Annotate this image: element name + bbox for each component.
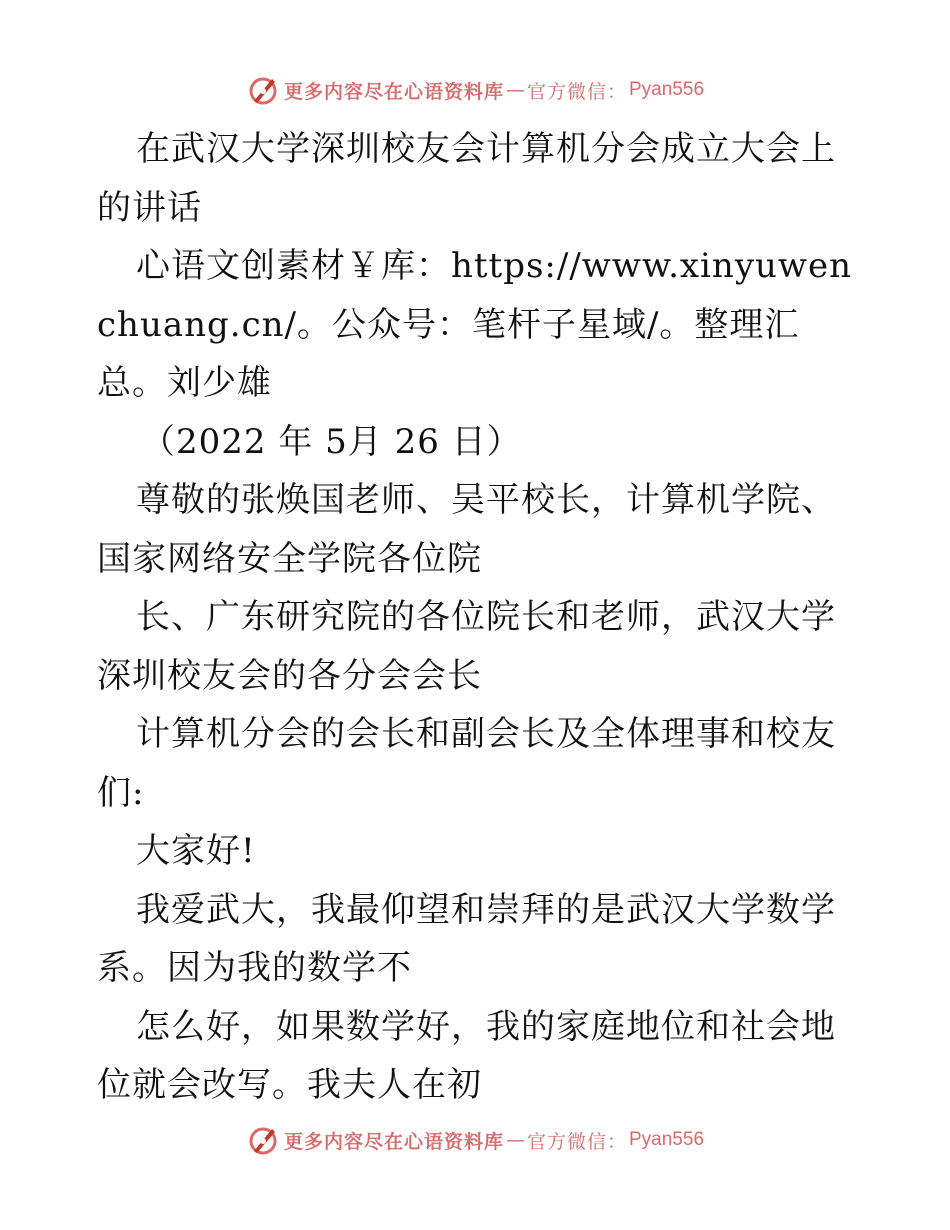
header-watermark-banner — [0, 70, 950, 110]
watermark-wechat-id: Pyan556 — [629, 79, 705, 100]
watermark-wechat-label: 官方微信： — [526, 80, 627, 103]
paragraph: 大家好! — [136, 831, 256, 871]
document-source-line: 心语文创素材￥库：https://www.xinyuwenchuang.cn/。公众号：笔杆子星域/。整理汇总。刘少雄 — [97, 246, 853, 403]
watermark-promo-text: 更多内容尽在心语资料库 — [283, 1130, 504, 1153]
watermark-promo-text: 更多内容尽在心语资料库 — [283, 80, 504, 103]
paragraph: 怎么好，如果数学好，我的家庭地位和社会地位就会改写。我夫人在初 — [97, 1006, 836, 1105]
paragraph: 尊敬的张焕国老师、吴平校长，计算机学院、国家网络安全学院各位院 — [97, 480, 836, 579]
document-body — [97, 120, 857, 1115]
watermark-wechat-label: 官方微信： — [526, 1130, 627, 1153]
document-title: 在武汉大学深圳校友会计算机分会成立大会上的讲话 — [97, 129, 836, 228]
paragraph: 计算机分会的会长和副会长及全体理事和校友们: — [97, 714, 836, 813]
quill-pen-circle-icon — [246, 73, 280, 107]
footer-watermark-banner — [0, 1120, 950, 1160]
paragraph: 长、广东研究院的各位院长和老师，武汉大学深圳校友会的各分会会长 — [97, 597, 836, 696]
watermark-dash: — — [505, 1129, 525, 1151]
watermark-dash: — — [505, 79, 525, 101]
paragraph: 我爱武大，我最仰望和崇拜的是武汉大学数学系。因为我的数学不 — [97, 889, 836, 988]
quill-pen-circle-icon — [246, 1123, 280, 1157]
document-date: （2022 年 5月 26 日） — [141, 421, 522, 462]
watermark-wechat-id: Pyan556 — [629, 1129, 705, 1150]
